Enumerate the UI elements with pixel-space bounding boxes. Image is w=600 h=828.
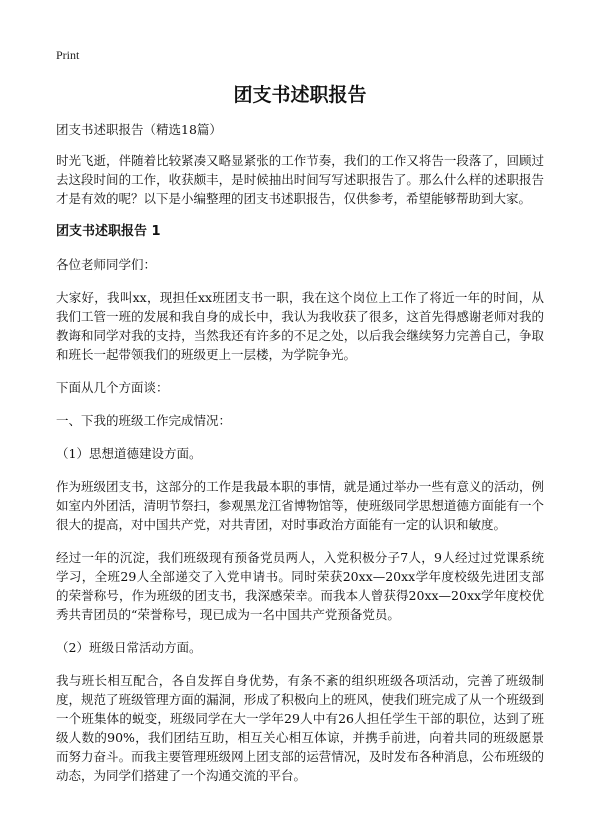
intro-paragraph: 时光飞逝，伴随着比较紧凑又略显紧张的工作节奏，我们的工作又将告一段落了，回顾过去这段时间的工作，收获颇丰，是时候抽出时间写写述职报告了。那么什么样的述职报告才是有效的呢？以下是小编整理的团支书述职报告，仅供参考，希望能够帮助到大家。 xyxy=(56,153,544,206)
print-link[interactable]: Print xyxy=(56,48,80,62)
section-heading: 团支书述职报告 1 xyxy=(56,224,161,239)
body-paragraph-3: 一、下我的班级工作完成情况： xyxy=(56,413,232,428)
body-paragraph-1: 大家好，我叫xx，现担任xx班团支书一职，我在这个岗位上工作了将近一年的时间，从我们工管一班的发展和我自身的成长中，我认为我收获了很多，这首先得感谢老师对我的教诲和同学对我的支持，当然我还有许多的不足之处，以后我会继续努力完善自己，争取和班长一起带领我们的班级更上一层楼，为学院争光。 xyxy=(56,290,544,362)
body-paragraph-6: 经过一年的沉淀，我们班级现有预备党员两人，入党积极分子7人，9人经过过党课系统学习，全班29人全部递交了入党申请书。同时荣获20xx—20xx学年度校级先进团支部的荣誉称号，作为班级的团支书，我深感荣幸。而我本人曾获得20xx—20xx学年度校优秀共青团员的“荣誉称号，现已成为一名中国共产党预备党员。 xyxy=(56,550,544,622)
article-subtitle: 团支书述职报告（精选18篇） xyxy=(56,122,222,137)
body-paragraph-8: 我与班长相互配合，各自发挥自身优势，有条不紊的组织班级各项活动，完善了班级制度，规范了班级管理方面的漏洞，形成了积极向上的班风，使我们班完成了从一个班级到一个班集体的蜕变，班级同学在大一学年29人中有26人担任学生干部的职位，达到了班级人数的90%，我们团结互助，相互关心相互体谅，并携手前进，向着共同的班级愿景而努力奋斗。而我主要管理班级网上团支部的运营情况，及时发布各种消息，公布班级的动态，为同学们搭建了一个沟通交流的平台。 xyxy=(56,673,544,783)
body-paragraph-2: 下面从几个方面谈： xyxy=(56,380,169,395)
body-paragraph-7: （2）班级日常活动方面。 xyxy=(56,640,202,655)
salutation: 各位老师同学们： xyxy=(56,257,157,272)
body-paragraph-4: （1）思想道德建设方面。 xyxy=(56,446,202,461)
article-body xyxy=(56,120,544,799)
body-paragraph-5: 作为班级团支书，这部分的工作是我最本职的事情，就是通过举办一些有意义的活动，例如室内外团活，清明节祭扫，参观黑龙江省博物馆等，使班级同学思想道德方面能有一个很大的提高，对中国共产党，对共青团，对时事政治方面能有一定的认识和敏度。 xyxy=(56,479,544,532)
page-title: 团支书述职报告 xyxy=(233,84,367,106)
